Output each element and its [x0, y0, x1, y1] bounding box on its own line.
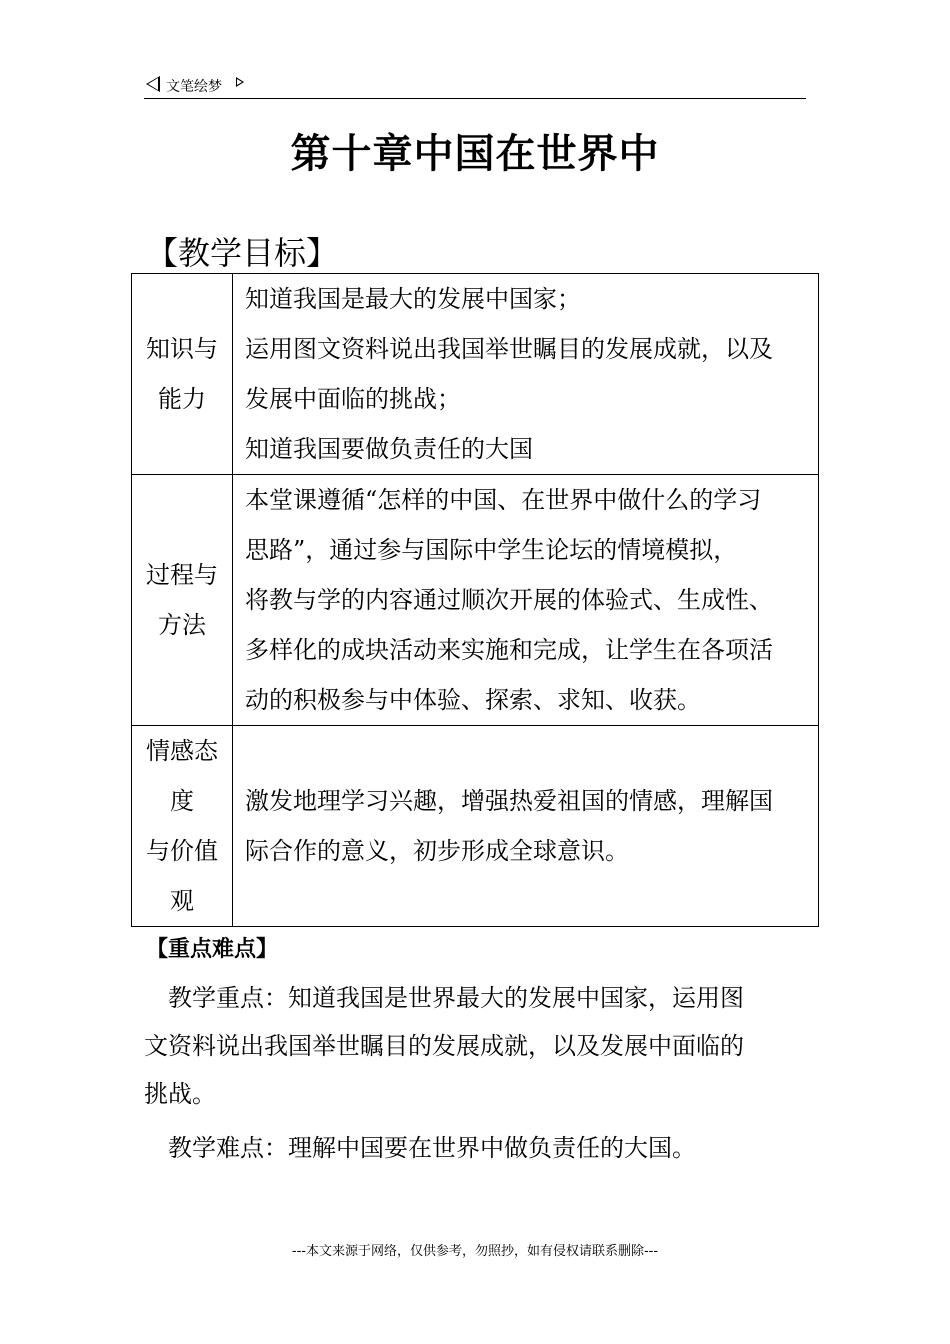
table-row [132, 726, 819, 927]
focus-paragraph: 教学重点：知道我国是世界最大的发展中国家，运用图 文资料说出我国举世瞩目的发展成就，以及发展中面临的 挑战。 [144, 984, 744, 1108]
goal-category: 过程与 方法 [132, 475, 233, 726]
goal-description: 本堂课遵循“怎样的中国、在世界中做什么的学习 思路”，通过参与国际中学生论坛的情境模拟， 将教与学的内容通过顺次开展的体验式、生成性、 多样化的成块活动来实施和完成，让学生在各项活 动的积极参与中体验、探索、求知、收获。 [233, 475, 819, 726]
table-row [132, 475, 819, 726]
header-brand: 文笔绘梦 [166, 79, 222, 95]
goal-category: 知识与 能力 [132, 274, 233, 475]
goal-category: 情感态 度 与价值 观 [132, 726, 233, 927]
key-heading: 【重点难点】 [146, 937, 279, 962]
page-header [144, 72, 806, 99]
goals-heading: 【教学目标】 [146, 234, 339, 272]
goal-description: 知道我国是最大的发展中国家； 运用图文资料说出我国举世瞩目的发展成就，以及 发展中面临的挑战； 知道我国要做负责任的大国 [233, 274, 819, 475]
triangle-right-icon [236, 77, 244, 87]
triangle-left-icon [146, 76, 160, 92]
difficulty-paragraph: 教学难点：理解中国要在世界中做负责任的大国。 [144, 1134, 696, 1162]
page-footer: ---本文来源于网络，仅供参考，勿照抄，如有侵权请联系删除--- [291, 1244, 659, 1259]
goal-description: 激发地理学习兴趣，增强热爱祖国的情感，理解国 际合作的意义，初步形成全球意识。 [233, 726, 819, 927]
table-row [132, 274, 819, 475]
page-title: 第十章中国在世界中 [290, 131, 660, 177]
goals-table [131, 273, 819, 927]
